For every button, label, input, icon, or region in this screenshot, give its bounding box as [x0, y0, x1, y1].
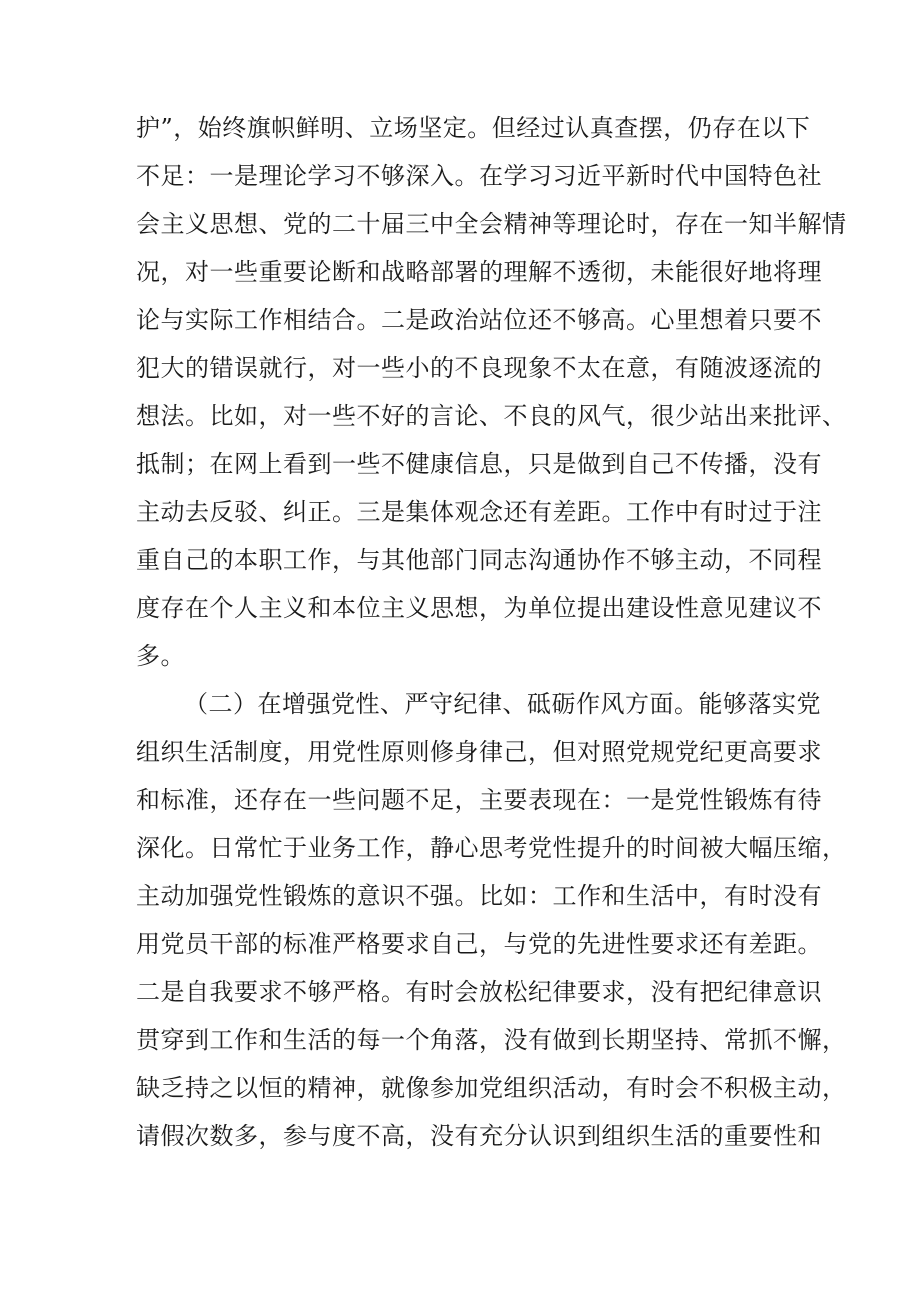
text-line: 组织生活制度，用党性原则修身律己，但对照党规党纪更高要求: [136, 738, 822, 766]
text-line: 深化。日常忙于业务工作，静心思考党性提升的时间被大幅压缩，: [136, 834, 847, 862]
text-line: 护”，始终旗帜鲜明、立场坚定。但经过认真查摆，仍存在以下: [136, 114, 811, 142]
text-line: 抵制；在网上看到一些不健康信息，只是做到自己不传播，没有: [136, 450, 822, 478]
text-line: 况，对一些重要论断和战略部署的理解不透彻，未能很好地将理: [136, 258, 822, 286]
text-line: 贯穿到工作和生活的每一个角落，没有做到长期坚持、常抓不懈，: [136, 1026, 847, 1054]
text-line: 主动去反驳、纠正。三是集体观念还有差距。工作中有时过于注: [136, 498, 822, 526]
text-line: 主动加强党性锻炼的意识不强。比如：工作和生活中，有时没有: [136, 882, 822, 910]
body-text: [136, 104, 847, 1160]
text-line: 缺乏持之以恒的精神，就像参加党组织活动，有时会不积极主动，: [136, 1074, 847, 1102]
section-heading-line: （二）在增强党性、严守纪律、砥砺作风方面。能够落实党: [184, 690, 821, 718]
text-line: 不足：一是理论学习不够深入。在学习习近平新时代中国特色社: [136, 162, 822, 190]
text-line: 多。: [136, 642, 185, 670]
text-line: 度存在个人主义和本位主义思想，为单位提出建设性意见建议不: [136, 594, 822, 622]
text-line: 论与实际工作相结合。二是政治站位还不够高。心里想着只要不: [136, 306, 822, 334]
text-line: 重自己的本职工作，与其他部门同志沟通协作不够主动，不同程: [136, 546, 822, 574]
text-line: 二是自我要求不够严格。有时会放松纪律要求，没有把纪律意识: [136, 978, 822, 1006]
text-line: 犯大的错误就行，对一些小的不良现象不太在意，有随波逐流的: [136, 354, 822, 382]
text-line: 和标准，还存在一些问题不足，主要表现在：一是党性锻炼有待: [136, 786, 822, 814]
text-line: 会主义思想、党的二十届三中全会精神等理论时，存在一知半解情: [136, 210, 847, 238]
text-line: 用党员干部的标准严格要求自己，与党的先进性要求还有差距。: [136, 930, 822, 958]
text-line: 想法。比如，对一些不好的言论、不良的风气，很少站出来批评、: [136, 402, 847, 430]
text-line: 请假次数多，参与度不高，没有充分认识到组织生活的重要性和: [136, 1122, 822, 1150]
